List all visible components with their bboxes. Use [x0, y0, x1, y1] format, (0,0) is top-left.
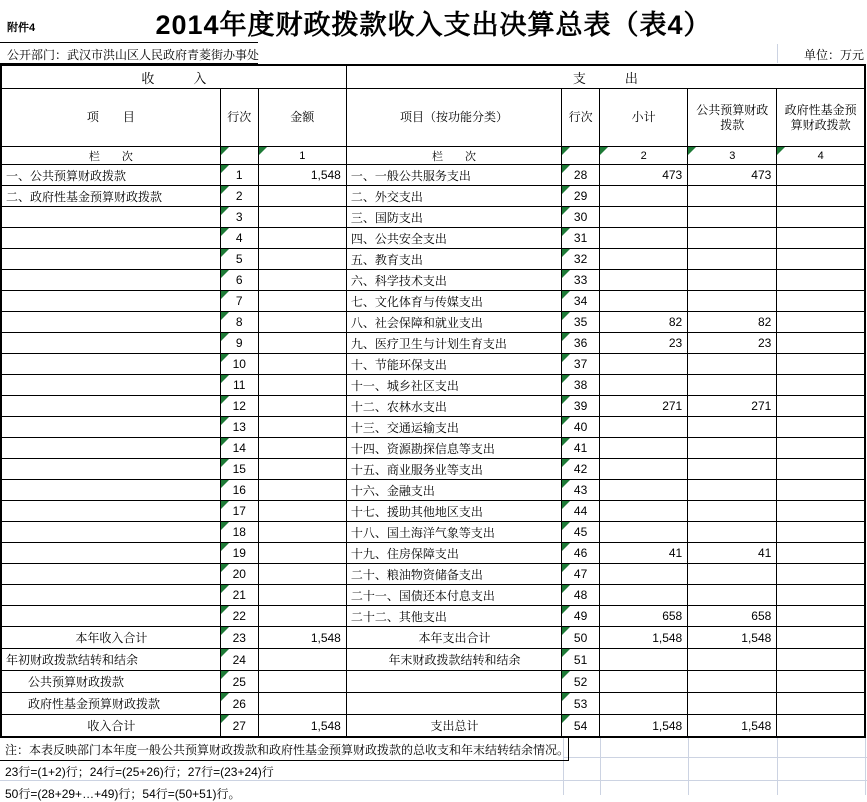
expense-item-cell[interactable]: 一、一般公共服务支出 — [346, 165, 561, 186]
income-item-cell[interactable] — [1, 249, 220, 270]
gridline — [865, 738, 866, 795]
subtotal-cell[interactable] — [600, 270, 688, 291]
expense-line-no-cell[interactable]: 41 — [562, 438, 600, 459]
public-budget-cell[interactable]: 23 — [688, 333, 777, 354]
expense-line-no-cell[interactable]: 33 — [562, 270, 600, 291]
income-item-cell[interactable] — [1, 459, 220, 480]
public-budget-cell[interactable] — [688, 585, 777, 606]
income-line-no-cell[interactable]: 15 — [220, 459, 258, 480]
table-row — [1, 354, 865, 375]
income-amount-cell[interactable]: 1,548 — [258, 165, 346, 186]
subtotal-cell[interactable] — [600, 649, 688, 671]
subtotal-cell[interactable]: 1,548 — [600, 715, 688, 738]
notes-area — [0, 738, 867, 801]
expense-item-cell[interactable]: 十八、国土海洋气象等支出 — [346, 522, 561, 543]
expense-line-no-cell[interactable]: 52 — [562, 671, 600, 693]
income-amount-cell[interactable] — [258, 312, 346, 333]
gridline — [600, 738, 601, 795]
income-line-no-cell[interactable]: 17 — [220, 501, 258, 522]
subtotal-cell[interactable]: 23 — [600, 333, 688, 354]
gov-fund-cell[interactable] — [777, 480, 865, 501]
gov-fund-cell[interactable] — [777, 649, 865, 671]
subtotal-cell[interactable]: 82 — [600, 312, 688, 333]
note-line-1[interactable]: 注：本表反映部门本年度一般公共预算财政拨款和政府性基金预算财政拨款的总收支和年末结转结余情况。 — [0, 738, 569, 761]
expense-item-cell[interactable]: 二十二、其他支出 — [346, 606, 561, 627]
table-row — [1, 480, 865, 501]
col-header-amount[interactable]: 金额 — [258, 89, 346, 147]
income-line-no-cell[interactable]: 3 — [220, 207, 258, 228]
subtotal-cell[interactable] — [600, 207, 688, 228]
income-item-cell[interactable] — [1, 606, 220, 627]
table-row — [1, 207, 865, 228]
table-row-carryover — [1, 649, 865, 671]
gov-fund-cell[interactable] — [777, 375, 865, 396]
income-item-cell[interactable] — [1, 375, 220, 396]
income-line-no-cell[interactable]: 16 — [220, 480, 258, 501]
income-amount-cell[interactable] — [258, 543, 346, 564]
income-line-no-cell[interactable]: 19 — [220, 543, 258, 564]
subtotal-cell[interactable]: 473 — [600, 165, 688, 186]
lanci-col-3[interactable]: 3 — [688, 147, 777, 165]
unit-label[interactable]: 单位：万元 — [803, 48, 864, 62]
subtotal-cell[interactable] — [600, 522, 688, 543]
subtotal-cell[interactable] — [600, 585, 688, 606]
subtotal-cell[interactable] — [600, 186, 688, 207]
gov-fund-cell[interactable] — [777, 291, 865, 312]
expense-line-no-cell[interactable]: 53 — [562, 693, 600, 715]
col-header-gov-fund[interactable]: 政府性基金预算财政拨款 — [777, 89, 865, 147]
income-sub-label[interactable]: 公共预算财政拨款 — [1, 671, 220, 693]
income-amount-cell[interactable] — [258, 228, 346, 249]
subtotal-cell[interactable] — [600, 417, 688, 438]
expense-line-no-cell[interactable]: 49 — [562, 606, 600, 627]
expense-item-cell[interactable]: 十六、金融支出 — [346, 480, 561, 501]
subtotal-cell[interactable] — [600, 375, 688, 396]
public-budget-cell[interactable] — [688, 459, 777, 480]
note-line-2[interactable]: 23行=(1+2)行；24行=(25+26)行；27行=(23+24)行 — [5, 765, 274, 779]
income-line-no-cell[interactable]: 2 — [220, 186, 258, 207]
income-line-no-cell[interactable]: 9 — [220, 333, 258, 354]
income-line-no-cell[interactable]: 21 — [220, 585, 258, 606]
public-budget-cell[interactable] — [688, 186, 777, 207]
income-line-no-cell[interactable]: 23 — [220, 627, 258, 649]
expense-item-cell[interactable]: 四、公共安全支出 — [346, 228, 561, 249]
income-line-no-cell[interactable]: 8 — [220, 312, 258, 333]
income-item-cell[interactable] — [1, 228, 220, 249]
table-row — [1, 543, 865, 564]
expense-line-no-cell[interactable]: 34 — [562, 291, 600, 312]
gov-fund-cell[interactable] — [777, 671, 865, 693]
gov-fund-cell[interactable] — [777, 270, 865, 291]
income-amount-cell[interactable] — [258, 396, 346, 417]
gov-fund-cell[interactable] — [777, 249, 865, 270]
expense-item-cell[interactable]: 十、节能环保支出 — [346, 354, 561, 375]
subtotal-cell[interactable] — [600, 671, 688, 693]
income-item-cell[interactable]: 一、公共预算财政拨款 — [1, 165, 220, 186]
gov-fund-cell[interactable] — [777, 543, 865, 564]
table-row — [1, 585, 865, 606]
income-line-no-cell[interactable]: 12 — [220, 396, 258, 417]
expense-line-no-cell[interactable]: 50 — [562, 627, 600, 649]
income-item-cell[interactable] — [1, 333, 220, 354]
gov-fund-cell[interactable] — [777, 585, 865, 606]
expense-item-cell[interactable]: 十一、城乡社区支出 — [346, 375, 561, 396]
public-budget-cell[interactable] — [688, 270, 777, 291]
expense-line-no-cell[interactable]: 38 — [562, 375, 600, 396]
gov-fund-cell[interactable] — [777, 165, 865, 186]
gridline — [777, 44, 778, 63]
subtotal-cell[interactable] — [600, 228, 688, 249]
expense-line-no-cell[interactable]: 51 — [562, 649, 600, 671]
subtotal-cell[interactable] — [600, 438, 688, 459]
expense-item-cell[interactable]: 九、医疗卫生与计划生育支出 — [346, 333, 561, 354]
gov-fund-cell[interactable] — [777, 333, 865, 354]
expense-item-cell[interactable]: 二十、粮油物资储备支出 — [346, 564, 561, 585]
public-budget-cell[interactable] — [688, 522, 777, 543]
subtotal-cell[interactable]: 1,548 — [600, 627, 688, 649]
expense-item-cell[interactable] — [346, 693, 561, 715]
public-budget-cell[interactable] — [688, 228, 777, 249]
gov-fund-cell[interactable] — [777, 207, 865, 228]
table-row — [1, 270, 865, 291]
budget-table — [0, 64, 866, 738]
department-label[interactable]: 公开部门：武汉市洪山区人民政府青菱街办事处 — [7, 48, 260, 62]
expense-line-no-cell[interactable]: 28 — [562, 165, 600, 186]
gov-fund-cell[interactable] — [777, 396, 865, 417]
gov-fund-cell[interactable] — [777, 564, 865, 585]
income-line-no-cell[interactable]: 27 — [220, 715, 258, 738]
public-budget-cell[interactable] — [688, 249, 777, 270]
income-amount-cell[interactable] — [258, 564, 346, 585]
col-header-income-line[interactable]: 行次 — [220, 89, 258, 147]
subtotal-cell[interactable]: 271 — [600, 396, 688, 417]
gov-fund-cell[interactable] — [777, 693, 865, 715]
subtotal-cell[interactable]: 658 — [600, 606, 688, 627]
expense-line-no-cell[interactable]: 30 — [562, 207, 600, 228]
income-item-cell[interactable] — [1, 396, 220, 417]
income-line-no-cell[interactable]: 18 — [220, 522, 258, 543]
income-item-cell[interactable] — [1, 480, 220, 501]
income-amount-cell[interactable] — [258, 333, 346, 354]
expense-item-cell[interactable]: 三、国防支出 — [346, 207, 561, 228]
lanci-col-2[interactable]: 2 — [600, 147, 688, 165]
column-header-row — [1, 89, 865, 147]
public-budget-cell[interactable]: 41 — [688, 543, 777, 564]
lanci-income-line-cell[interactable] — [220, 147, 258, 165]
expense-line-no-cell[interactable]: 29 — [562, 186, 600, 207]
income-line-no-cell[interactable]: 22 — [220, 606, 258, 627]
expense-line-no-cell[interactable]: 46 — [562, 543, 600, 564]
public-budget-cell[interactable] — [688, 564, 777, 585]
expense-item-cell[interactable]: 十五、商业服务业等支出 — [346, 459, 561, 480]
gridline — [564, 757, 867, 758]
table-row-total-current-year — [1, 627, 865, 649]
gov-fund-cell[interactable] — [777, 417, 865, 438]
col-header-expense-line[interactable]: 行次 — [562, 89, 600, 147]
col-header-income-item[interactable]: 项 目 — [1, 89, 220, 147]
expense-line-no-cell[interactable]: 31 — [562, 228, 600, 249]
income-item-cell[interactable] — [1, 291, 220, 312]
table-row — [1, 186, 865, 207]
expense-item-cell[interactable]: 七、文化体育与传媒支出 — [346, 291, 561, 312]
lanci-col-4[interactable]: 4 — [777, 147, 865, 165]
public-budget-cell[interactable] — [688, 417, 777, 438]
public-budget-cell[interactable] — [688, 480, 777, 501]
expense-item-cell[interactable] — [346, 671, 561, 693]
income-line-no-cell[interactable]: 4 — [220, 228, 258, 249]
income-amount-cell[interactable] — [258, 459, 346, 480]
gridline — [0, 780, 867, 781]
public-budget-cell[interactable]: 271 — [688, 396, 777, 417]
income-amount-cell[interactable] — [258, 606, 346, 627]
public-budget-cell[interactable] — [688, 671, 777, 693]
public-budget-cell[interactable] — [688, 649, 777, 671]
income-amount-cell[interactable] — [258, 207, 346, 228]
income-amount-cell[interactable] — [258, 270, 346, 291]
income-item-cell[interactable] — [1, 207, 220, 228]
public-budget-cell[interactable]: 1,548 — [688, 715, 777, 738]
expense-item-cell[interactable]: 十七、援助其他地区支出 — [346, 501, 561, 522]
income-item-cell[interactable] — [1, 354, 220, 375]
expense-item-cell[interactable]: 十二、农林水支出 — [346, 396, 561, 417]
income-amount-cell[interactable]: 1,548 — [258, 627, 346, 649]
table-row — [1, 522, 865, 543]
gov-fund-cell[interactable] — [777, 186, 865, 207]
subtotal-cell[interactable]: 41 — [600, 543, 688, 564]
income-amount-cell[interactable] — [258, 417, 346, 438]
subtotal-cell[interactable] — [600, 291, 688, 312]
page-title[interactable]: 2014年度财政拨款收入支出决算总表（表4） — [155, 10, 712, 40]
public-budget-cell[interactable] — [688, 291, 777, 312]
expense-line-no-cell[interactable]: 35 — [562, 312, 600, 333]
table-row — [1, 459, 865, 480]
expense-item-cell[interactable]: 十四、资源勘探信息等支出 — [346, 438, 561, 459]
expense-line-no-cell[interactable]: 44 — [562, 501, 600, 522]
title-block — [0, 0, 867, 43]
public-budget-cell[interactable] — [688, 501, 777, 522]
expense-line-no-cell[interactable]: 37 — [562, 354, 600, 375]
section-header-row — [1, 65, 865, 89]
income-item-cell[interactable]: 二、政府性基金预算财政拨款 — [1, 186, 220, 207]
info-row — [0, 43, 867, 64]
subtotal-cell[interactable] — [600, 564, 688, 585]
col-header-subtotal[interactable]: 小计 — [600, 89, 688, 147]
expense-line-no-cell[interactable]: 45 — [562, 522, 600, 543]
income-item-cell[interactable] — [1, 438, 220, 459]
income-item-cell[interactable] — [1, 417, 220, 438]
public-budget-cell[interactable] — [688, 375, 777, 396]
subtotal-cell[interactable] — [600, 693, 688, 715]
subtotal-cell[interactable] — [600, 459, 688, 480]
subtotal-cell[interactable] — [600, 480, 688, 501]
table-row — [1, 165, 865, 186]
expense-total-label[interactable]: 本年支出合计 — [346, 627, 561, 649]
expense-line-no-cell[interactable]: 54 — [562, 715, 600, 738]
gov-fund-cell[interactable] — [777, 354, 865, 375]
table-row — [1, 333, 865, 354]
public-budget-cell[interactable] — [688, 354, 777, 375]
col-header-expense-item[interactable]: 项目（按功能分类） — [346, 89, 561, 147]
income-line-no-cell[interactable]: 10 — [220, 354, 258, 375]
table-row-grand-total — [1, 715, 865, 738]
income-amount-cell[interactable] — [258, 693, 346, 715]
income-line-no-cell[interactable]: 1 — [220, 165, 258, 186]
gov-fund-cell[interactable] — [777, 228, 865, 249]
table-row — [1, 564, 865, 585]
expense-carryover-label[interactable]: 年末财政拨款结转和结余 — [346, 649, 561, 671]
income-amount-cell[interactable] — [258, 375, 346, 396]
expense-item-cell[interactable]: 十三、交通运输支出 — [346, 417, 561, 438]
table-row — [1, 375, 865, 396]
gov-fund-cell[interactable] — [777, 438, 865, 459]
lanci-left-label[interactable]: 栏 次 — [1, 147, 220, 165]
gov-fund-cell[interactable] — [777, 715, 865, 738]
table-row-carryover-public — [1, 671, 865, 693]
cell-border-segment — [0, 63, 258, 64]
income-line-no-cell[interactable]: 26 — [220, 693, 258, 715]
income-carryover-label[interactable]: 年初财政拨款结转和结余 — [1, 649, 220, 671]
table-row — [1, 606, 865, 627]
expense-line-no-cell[interactable]: 36 — [562, 333, 600, 354]
subtotal-cell[interactable] — [600, 249, 688, 270]
public-budget-cell[interactable] — [688, 693, 777, 715]
gov-fund-cell[interactable] — [777, 606, 865, 627]
income-sub-label[interactable]: 政府性基金预算财政拨款 — [1, 693, 220, 715]
expense-line-no-cell[interactable]: 42 — [562, 459, 600, 480]
column-index-row — [1, 147, 865, 165]
expense-item-cell[interactable]: 十九、住房保障支出 — [346, 543, 561, 564]
income-amount-cell[interactable] — [258, 649, 346, 671]
income-amount-cell[interactable] — [258, 585, 346, 606]
attachment-label[interactable]: 附件4 — [7, 22, 36, 34]
lanci-expense-line-cell[interactable] — [562, 147, 600, 165]
expense-line-no-cell[interactable]: 39 — [562, 396, 600, 417]
income-item-cell[interactable] — [1, 501, 220, 522]
table-row — [1, 396, 865, 417]
expense-line-no-cell[interactable]: 32 — [562, 249, 600, 270]
income-item-cell[interactable] — [1, 564, 220, 585]
gov-fund-cell[interactable] — [777, 312, 865, 333]
gridline — [688, 738, 689, 795]
expense-line-no-cell[interactable]: 40 — [562, 417, 600, 438]
income-amount-cell[interactable] — [258, 291, 346, 312]
income-line-no-cell[interactable]: 5 — [220, 249, 258, 270]
public-budget-cell[interactable] — [688, 207, 777, 228]
public-budget-cell[interactable]: 473 — [688, 165, 777, 186]
subtotal-cell[interactable] — [600, 354, 688, 375]
gov-fund-cell[interactable] — [777, 522, 865, 543]
income-line-no-cell[interactable]: 13 — [220, 417, 258, 438]
income-amount-cell[interactable] — [258, 438, 346, 459]
gov-fund-cell[interactable] — [777, 501, 865, 522]
income-item-cell[interactable] — [1, 543, 220, 564]
income-grand-total-label[interactable]: 收入合计 — [1, 715, 220, 738]
income-item-cell[interactable] — [1, 312, 220, 333]
income-amount-cell[interactable] — [258, 480, 346, 501]
subtotal-cell[interactable] — [600, 501, 688, 522]
income-line-no-cell[interactable]: 6 — [220, 270, 258, 291]
expense-item-cell[interactable]: 五、教育支出 — [346, 249, 561, 270]
public-budget-cell[interactable]: 1,548 — [688, 627, 777, 649]
gridline — [777, 738, 778, 795]
income-item-cell[interactable] — [1, 270, 220, 291]
income-amount-cell[interactable] — [258, 522, 346, 543]
income-amount-cell[interactable] — [258, 186, 346, 207]
expense-item-cell[interactable]: 八、社会保障和就业支出 — [346, 312, 561, 333]
note-line-3[interactable]: 50行=(28+29+…+49)行；54行=(50+51)行。 — [5, 787, 241, 801]
table-row-carryover-govfund — [1, 693, 865, 715]
table-row — [1, 312, 865, 333]
table-row — [1, 228, 865, 249]
expense-line-no-cell[interactable]: 47 — [562, 564, 600, 585]
lanci-right-label[interactable]: 栏 次 — [346, 147, 561, 165]
gov-fund-cell[interactable] — [777, 627, 865, 649]
table-row — [1, 501, 865, 522]
expense-line-no-cell[interactable]: 43 — [562, 480, 600, 501]
expense-item-cell[interactable]: 六、科学技术支出 — [346, 270, 561, 291]
income-line-no-cell[interactable]: 11 — [220, 375, 258, 396]
public-budget-cell[interactable]: 82 — [688, 312, 777, 333]
public-budget-cell[interactable]: 658 — [688, 606, 777, 627]
income-amount-cell[interactable] — [258, 671, 346, 693]
income-line-no-cell[interactable]: 20 — [220, 564, 258, 585]
public-budget-cell[interactable] — [688, 438, 777, 459]
income-total-label[interactable]: 本年收入合计 — [1, 627, 220, 649]
income-line-no-cell[interactable]: 25 — [220, 671, 258, 693]
income-line-no-cell[interactable]: 24 — [220, 649, 258, 671]
income-item-cell[interactable] — [1, 522, 220, 543]
table-row — [1, 291, 865, 312]
income-line-no-cell[interactable]: 7 — [220, 291, 258, 312]
income-item-cell[interactable] — [1, 585, 220, 606]
expense-item-cell[interactable]: 二十一、国债还本付息支出 — [346, 585, 561, 606]
income-amount-cell[interactable] — [258, 249, 346, 270]
income-amount-cell[interactable] — [258, 354, 346, 375]
table-row — [1, 417, 865, 438]
expense-line-no-cell[interactable]: 48 — [562, 585, 600, 606]
income-amount-cell[interactable]: 1,548 — [258, 715, 346, 738]
col-header-public-budget[interactable]: 公共预算财政拨款 — [688, 89, 777, 147]
lanci-col-1[interactable]: 1 — [258, 147, 346, 165]
income-amount-cell[interactable] — [258, 501, 346, 522]
expense-section-header[interactable]: 支 出 — [346, 65, 865, 89]
table-row — [1, 249, 865, 270]
gov-fund-cell[interactable] — [777, 459, 865, 480]
table-row — [1, 438, 865, 459]
income-line-no-cell[interactable]: 14 — [220, 438, 258, 459]
expense-grand-total-label[interactable]: 支出总计 — [346, 715, 561, 738]
income-section-header[interactable]: 收 入 — [1, 65, 346, 89]
expense-item-cell[interactable]: 二、外交支出 — [346, 186, 561, 207]
